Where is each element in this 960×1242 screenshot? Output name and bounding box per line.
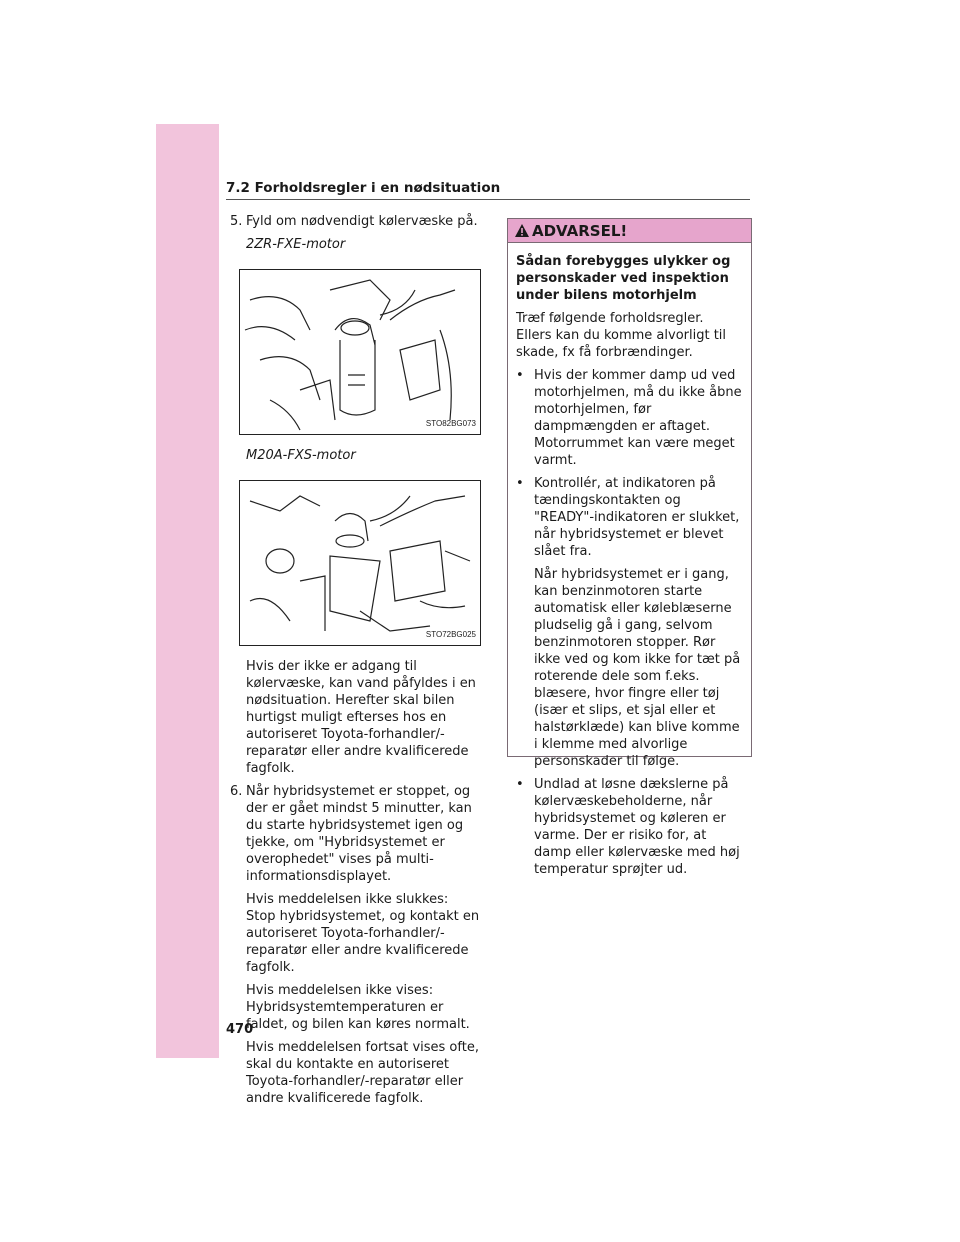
page-number: 470 xyxy=(226,1022,254,1037)
bullet-text: Kontrollér, at indikatoren på tændingskontakten og "READY"-indikatoren er slukket, når hybridsystemet er blevet slået fra. xyxy=(534,476,740,559)
warning-triangle-icon xyxy=(514,223,530,238)
engine-illustration-2zr xyxy=(239,269,481,435)
step-number: 6. xyxy=(230,784,243,799)
section-header: 7.2 Forholdsregler i en nødsituation xyxy=(226,180,501,196)
step-6-paragraph: Hvis meddelelsen ikke slukkes: Stop hybridsystemet, og kontakt en autoriseret Toyota-forhandler/-reparatør eller andre kvalificerede fagfolk. xyxy=(246,892,480,975)
coolant-note: Hvis der ikke er adgang til kølervæske, kan vand påfyldes i en nødsituation. Herefter skal bilen hurtigst muligt efterses hos en autoriseret Toyota-forhandler/-reparatør eller andre kvalificerede fagfolk. xyxy=(246,659,476,776)
step-6-paragraph: Hvis meddelelsen fortsat vises ofte, skal du kontakte en autoriseret Toyota-forhandler/-reparatør eller andre kvalificerede fagfolk. xyxy=(246,1040,479,1106)
header-divider xyxy=(226,199,750,200)
bullet-marker: • xyxy=(516,777,524,792)
warning-bullet xyxy=(516,367,743,469)
engine-drawing xyxy=(240,270,480,434)
warning-bullet xyxy=(516,475,743,770)
warning-header xyxy=(508,219,751,243)
figure-code: STO72BG025 xyxy=(425,630,476,639)
step-5 xyxy=(230,213,480,230)
step-text: Fyld om nødvendigt kølervæske på. xyxy=(246,214,478,229)
step-number: 5. xyxy=(230,214,243,229)
bullet-text: Undlad at løsne dækslerne på kølervæskebeholderne, når hybridsystemet og køleren er varme. Der er risiko for, at damp eller kølervæske med høj temperatur sprøjter ud. xyxy=(534,777,740,877)
warning-heading: Sådan forebygges ulykker og personskader ved inspektion under bilens motorhjelm xyxy=(516,254,731,303)
warning-body xyxy=(508,243,751,878)
step-6 xyxy=(230,783,480,885)
engine-drawing xyxy=(240,481,480,645)
left-column xyxy=(230,213,480,1107)
warning-box xyxy=(507,218,752,877)
bullet-marker: • xyxy=(516,368,524,383)
figure-caption: 2ZR-FXE-motor xyxy=(246,237,346,252)
bullet-text: Når hybridsystemet er i gang, kan benzinmotoren starte automatisk eller køleblæserne pludselig gå i gang, selvom benzinmotoren stopper. Rør ikke ved og kom ikke for tæt på roterende dele som f.eks. blæsere, hvor fingre eller tøj (især et slips, et sjal eller et halstørklæde) kan blive komme i klemme med alvorlige personskader til følge. xyxy=(534,567,741,769)
warning-label: ADVARSEL! xyxy=(532,221,628,240)
step-6-paragraph: Hvis meddelelsen ikke vises: Hybridsystemtemperaturen er faldet, og bilen kan køres normalt. xyxy=(246,983,470,1032)
warning-intro: Træf følgende forholdsregler. Ellers kan du komme alvorligt til skade, fx få forbrændinger. xyxy=(516,311,727,360)
figure-code: STO82BG073 xyxy=(425,419,476,428)
engine-illustration-m20a xyxy=(239,480,481,646)
figure-caption: M20A-FXS-motor xyxy=(246,448,356,463)
bullet-text: Hvis der kommer damp ud ved motorhjelmen, må du ikke åbne motorhjelmen, før dampmængden er aftaget. Motorrummet kan være meget varmt. xyxy=(534,368,742,468)
chapter-side-tab xyxy=(156,124,219,1058)
bullet-marker: • xyxy=(516,476,524,491)
warning-bullet xyxy=(516,776,743,878)
step-text: Når hybridsystemet er stoppet, og der er gået mindst 5 minutter, kan du starte hybridsystemet igen og tjekke, om "Hybridsystemet er overophedet" vises på multi-informationsdisplayet. xyxy=(246,784,472,884)
